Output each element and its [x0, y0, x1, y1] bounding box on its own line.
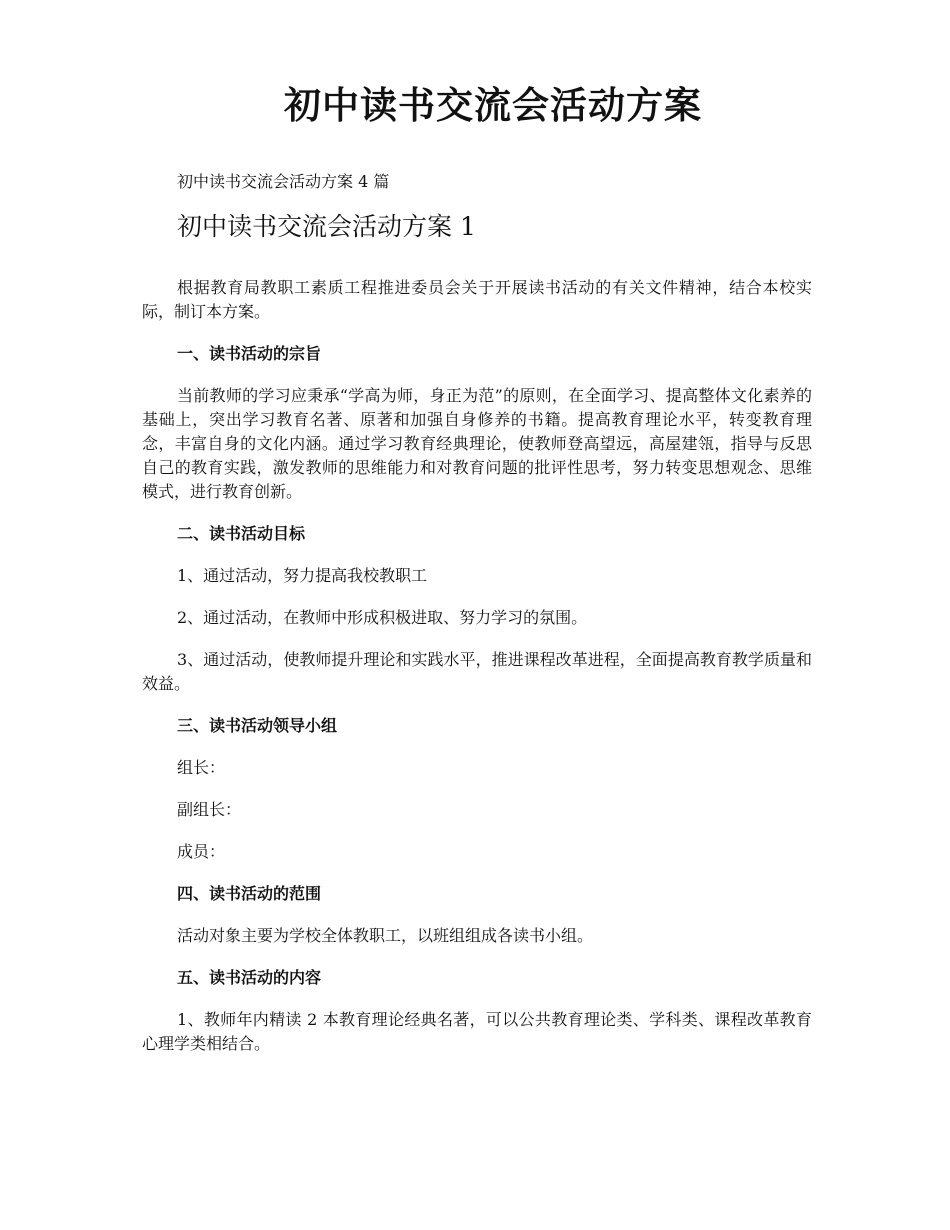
document-body — [142, 276, 812, 1074]
paragraph: 活动对象主要为学校全体教职工，以班组组成各读书小组。 — [177, 926, 594, 945]
paragraph: 1、教师年内精读 2 本教育理论经典名著，可以公共教育理论类、学科类、课程改革教育心理学类相结合。 — [142, 1010, 812, 1053]
paragraph: 组长： — [177, 758, 226, 777]
paragraph: 2、通过活动，在教师中形成积极进取、努力学习的氛围。 — [177, 608, 588, 627]
subsection-heading: 四、读书活动的范围 — [177, 884, 322, 903]
paragraph: 当前教师的学习应秉承“学高为师，身正为范”的原则，在全面学习、提高整体文化素养的基础上，突出学习教育名著、原著和加强自身修养的书籍。提高教育理论水平，转变教育理念，丰富自身的文化内涵。通过学习教育经典理论，使教师登高望远，高屋建瓴，指导与反思自己的教育实践，激发教师的思维能力和对教育问题的批评性思考，努力转变思想观念、思维模式，进行教育创新。 — [142, 386, 812, 501]
subsection-heading: 一、读书活动的宗旨 — [177, 344, 322, 363]
paragraph: 1、通过活动，努力提高我校教职工 — [177, 566, 428, 585]
paragraph: 3、通过活动，使教师提升理论和实践水平，推进课程改革进程，全面提高教育教学质量和效益。 — [142, 650, 812, 693]
paragraph: 成员： — [177, 842, 226, 861]
paragraph: 根据教育局教职工素质工程推进委员会关于开展读书活动的有关文件精神，结合本校实际，制订本方案。 — [142, 278, 812, 321]
document-subtitle: 初中读书交流会活动方案 4 篇 — [177, 172, 390, 191]
paragraph: 副组长： — [177, 800, 242, 819]
subsection-heading: 五、读书活动的内容 — [177, 968, 322, 987]
section-heading: 初中读书交流会活动方案 1 — [177, 212, 476, 241]
subsection-heading: 二、读书活动目标 — [177, 524, 306, 543]
document-title: 初中读书交流会活动方案 — [284, 83, 702, 127]
subsection-heading: 三、读书活动领导小组 — [177, 716, 338, 735]
